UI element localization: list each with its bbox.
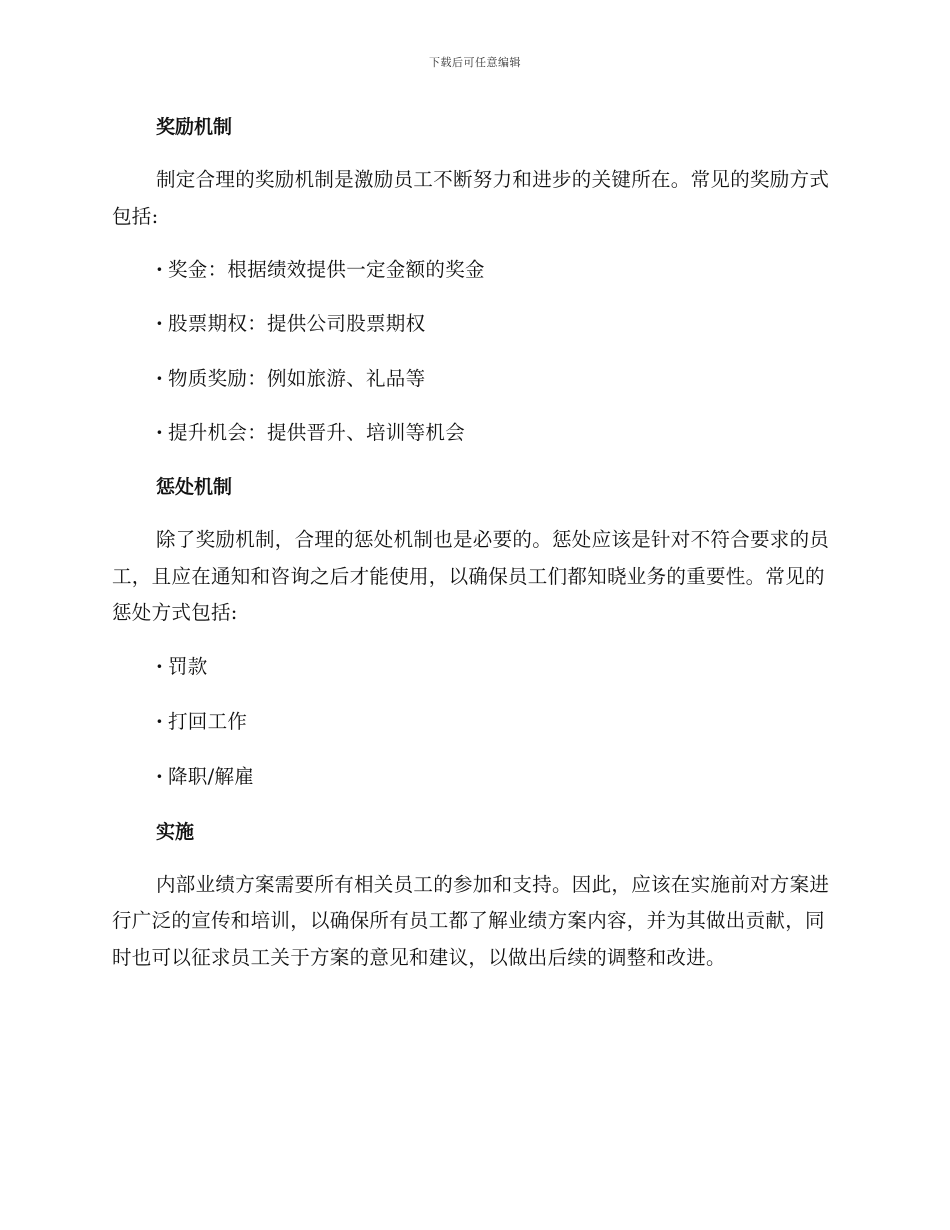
list-item xyxy=(112,362,832,396)
bullet-icon: · xyxy=(156,258,164,281)
list-item-text: 物质奖励：例如旅游、礼品等 xyxy=(168,367,426,390)
penalties-paragraph: 除了奖励机制，合理的惩处机制也是必要的。惩处应该是针对不符合要求的员工，且应在通知和咨询之后才能使用，以确保员工们都知晓业务的重要性。常见的惩处方式包括: xyxy=(112,528,830,624)
list-item-text: 罚款 xyxy=(168,654,208,678)
list-item xyxy=(112,253,832,287)
list-item xyxy=(112,760,832,794)
bullet-icon: · xyxy=(156,709,164,733)
bullet-icon: · xyxy=(156,312,164,335)
list-item xyxy=(112,705,832,739)
section-heading-penalties: 惩处机制 xyxy=(156,476,233,498)
page-header-note: 下载后可任意编辑 xyxy=(429,56,521,69)
bullet-icon: · xyxy=(156,367,164,390)
list-item-text: 奖金：根据绩效提供一定金额的奖金 xyxy=(168,258,485,281)
rewards-list xyxy=(112,253,832,450)
bullet-icon: · xyxy=(156,421,164,444)
list-item xyxy=(112,416,832,450)
rewards-paragraph: 制定合理的奖励机制是激励员工不断努力和进步的关键所在。常见的奖励方式包括: xyxy=(112,168,830,228)
list-item xyxy=(112,307,832,341)
list-item-text: 打回工作 xyxy=(168,709,248,733)
document-body xyxy=(112,110,832,976)
bullet-icon: · xyxy=(156,764,164,788)
list-item-text: 降职/解雇 xyxy=(168,764,255,788)
list-item-text: 股票期权：提供公司股票期权 xyxy=(168,312,426,335)
penalties-list xyxy=(112,650,832,794)
bullet-icon: · xyxy=(156,654,164,678)
section-heading-rewards: 奖励机制 xyxy=(156,116,233,138)
list-item xyxy=(112,650,832,684)
list-item-text: 提升机会：提供晋升、培训等机会 xyxy=(168,421,466,444)
section-heading-implementation: 实施 xyxy=(156,820,195,843)
implementation-paragraph: 内部业绩方案需要所有相关员工的参加和支持。因此，应该在实施前对方案进行广泛的宣传和培训，以确保所有员工都了解业绩方案内容，并为其做出贡献，同时也可以征求员工关于方案的意见和建议，以做出后续的调整和改进。 xyxy=(112,872,830,969)
